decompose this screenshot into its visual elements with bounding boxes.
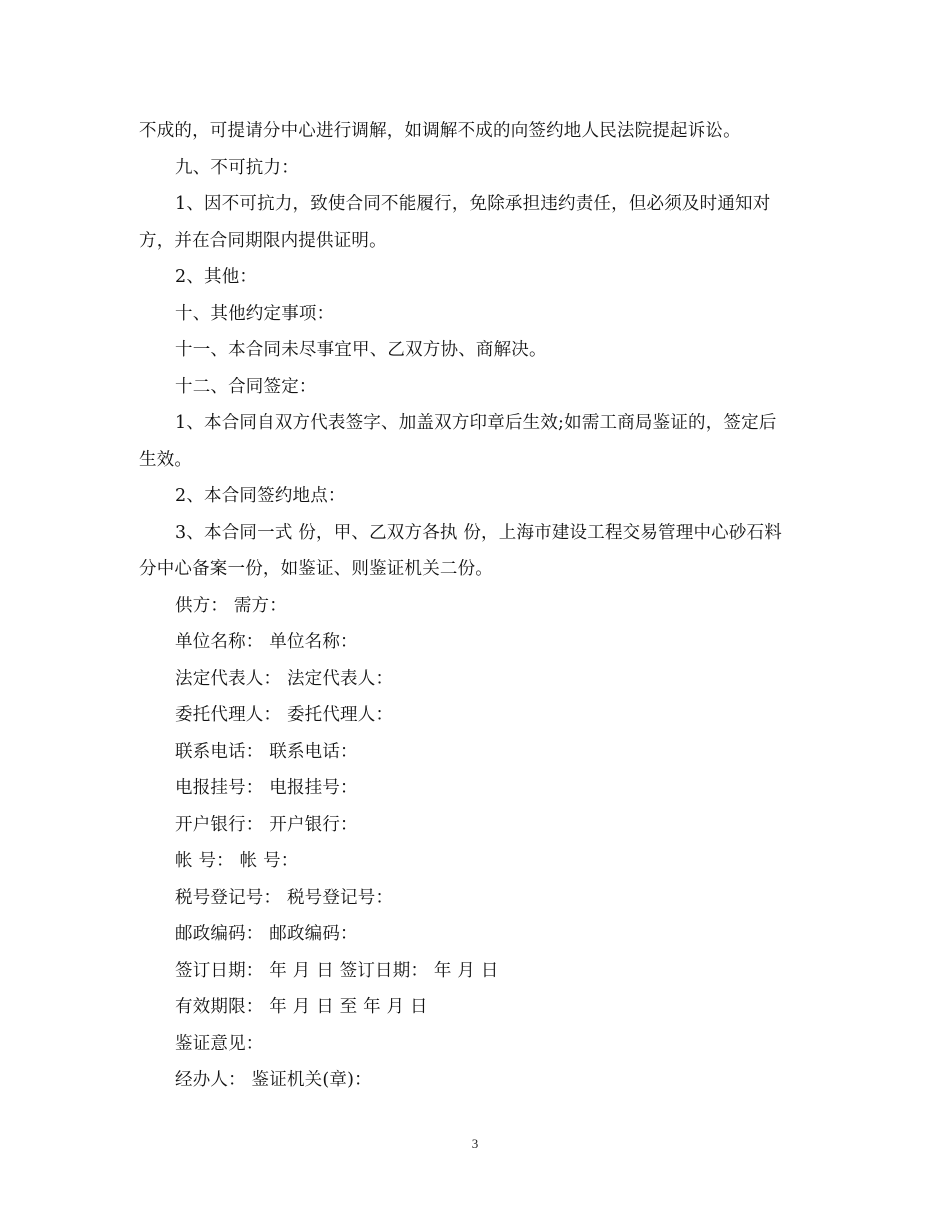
form-field-telegraph: 电报挂号： 电报挂号： — [175, 778, 358, 798]
section-heading-other-terms: 十、其他约定事项： — [175, 303, 335, 324]
section-heading-eleven: 十一、本合同未尽事宜甲、乙双方协、商解决。 — [175, 340, 547, 360]
form-field-unit-name: 单位名称： 单位名称： — [175, 632, 358, 652]
text-line: 1、本合同自双方代表签字、加盖双方印章后生效;如需工商局鉴证的，签定后 — [175, 413, 777, 433]
form-field-validity: 有效期限： 年 月 日 至 年 月 日 — [175, 997, 428, 1017]
form-field-sign-date: 签订日期： 年 月 日 签订日期： 年 月 日 — [175, 960, 499, 981]
text-line: 2、其他： — [175, 267, 258, 287]
form-field-handler: 经办人： 鉴证机关(章)： — [175, 1070, 372, 1090]
form-field-legal-rep: 法定代表人： 法定代表人： — [175, 668, 394, 689]
form-field-agent: 委托代理人： 委托代理人： — [175, 705, 394, 725]
form-field-phone: 联系电话： 联系电话： — [175, 741, 358, 762]
text-line: 不成的，可提请分中心进行调解，如调解不成的向签约地人民法院提起诉讼。 — [139, 121, 741, 141]
form-field-postal-code: 邮政编码： 邮政编码： — [175, 924, 358, 944]
form-field-account: 帐 号： 帐 号： — [175, 851, 299, 871]
text-line: 生效。 — [139, 449, 193, 470]
text-line: 2、本合同签约地点： — [175, 486, 346, 506]
form-field-bank: 开户银行： 开户银行： — [175, 814, 358, 835]
form-field-opinion: 鉴证意见： — [175, 1033, 264, 1054]
form-field-tax-id: 税号登记号： 税号登记号： — [175, 887, 394, 908]
document-body — [139, 113, 814, 1099]
text-line: 分中心备案一份，如鉴证、则鉴证机关二份。 — [139, 559, 493, 579]
section-heading-force-majeure: 九、不可抗力： — [175, 157, 299, 178]
text-line: 1、因不可抗力，致使合同不能履行，免除承担违约责任，但必须及时通知对 — [175, 194, 771, 214]
text-line: 3、本合同一式 份，甲、乙双方各执 份，上海市建设工程交易管理中心砂石料 — [175, 522, 782, 543]
page-number: 3 — [471, 1136, 479, 1151]
section-heading-signing: 十二、合同签定： — [175, 376, 317, 397]
form-field-parties: 供方： 需方： — [175, 595, 287, 616]
text-line: 方，并在合同期限内提供证明。 — [139, 230, 387, 251]
